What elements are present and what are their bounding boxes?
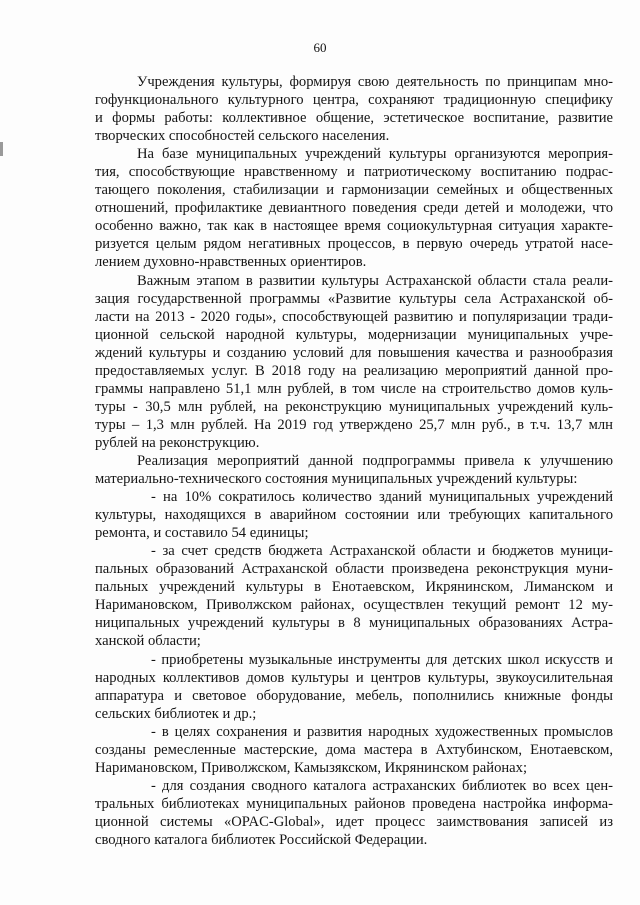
- text-line: ризуется целым рядом негативных процессов, в первую очередь утратой насе-: [95, 236, 613, 253]
- text-line: материально-технического состояния муниципальных учреждений культуры:: [95, 471, 578, 488]
- scan-margin-mark: [0, 142, 3, 156]
- text-line: Наримановском, Приволжском районах, осуществлен текущий ремонт 12 му-: [95, 597, 613, 614]
- text-line: зация государственной программы «Развитие культуры села Астраханской об-: [95, 290, 613, 307]
- text-line: гофункционального культурного центра, сохраняют традиционную специфику: [95, 92, 613, 109]
- page-number: 60: [313, 40, 327, 55]
- text-line: - приобретены музыкальные инструменты для детских школ искусств и: [151, 651, 613, 668]
- text-line: творческих способностей сельского населения.: [95, 128, 390, 145]
- text-line: ремонта, и составило 54 единицы;: [95, 525, 309, 542]
- text-line: ласти на 2013 - 2020 годы», способствующей развитию и популяризации тради-: [95, 308, 613, 325]
- text-line: аппаратура и световое оборудование, мебель, пополнились книжные фонды: [95, 687, 613, 704]
- text-line: ханской области;: [95, 633, 201, 650]
- text-line: - за счет средств бюджета Астраханской области и бюджетов муници-: [151, 543, 613, 560]
- text-line: тральных библиотеках муниципальных районов проведена настройка информа-: [95, 795, 613, 812]
- text-line: лением духовно-нравственных ориентиров.: [95, 254, 367, 271]
- text-line: рублей на реконструкцию.: [95, 434, 260, 451]
- text-line: народных коллективов домов культуры и центров культуры, звукоусилительная: [95, 669, 613, 686]
- text-line: Наримановском, Приволжском, Камызякском, Икрянинском районах;: [95, 759, 528, 776]
- text-line: ждений культуры и созданию условий для повышения качества и разнообразия: [95, 344, 613, 361]
- text-line: туры - 30,5 млн рублей, на реконструкцию муниципальных учреждений куль-: [95, 398, 613, 415]
- body-text: [95, 73, 613, 849]
- text-line: тия, способствующие нравственному и патриотическому воспитанию подрас-: [95, 164, 613, 181]
- text-line: пальных учреждений культуры в Енотаевском, Икрянинском, Лиманском и: [95, 579, 613, 596]
- text-line: Важным этапом в развитии культуры Астраханской области стала реали-: [137, 272, 613, 289]
- text-line: тающего поколения, стабилизации и гармонизации семейных и общественных: [95, 182, 613, 199]
- text-line: отношений, профилактике девиантного поведения среди детей и молодежи, что: [95, 200, 613, 217]
- text-line: особенно важно, так как в настоящее время социокультурная ситуация характе-: [95, 218, 613, 235]
- text-line: На базе муниципальных учреждений культуры организуются мероприя-: [137, 146, 613, 163]
- text-line: культуры, находящихся в аварийном состоянии или требующих капитального: [95, 507, 613, 524]
- text-line: Реализация мероприятий данной подпрограммы привела к улучшению: [137, 452, 613, 469]
- text-line: ниципальных учреждений культуры в 8 муниципальных образованиях Астра-: [95, 615, 613, 632]
- text-line: - на 10% сократилось количество зданий муниципальных учреждений: [151, 489, 613, 506]
- text-line: - для создания сводного каталога астраханских библиотек во всех цен-: [151, 777, 613, 794]
- text-line: и формы работы: коллективное общение, эстетическое воспитание, развитие: [95, 110, 613, 127]
- text-line: граммы направлено 51,1 млн рублей, в том числе на строительство домов куль-: [95, 380, 613, 397]
- text-line: - в целях сохранения и развития народных художественных промыслов: [151, 723, 613, 740]
- text-line: сводного каталога библиотек Российской Федерации.: [95, 831, 428, 848]
- text-line: созданы ремесленные мастерские, дома мастера в Ахтубинском, Енотаевском,: [95, 741, 613, 758]
- text-line: пальных образований Астраханской области произведена реконструкция муни-: [95, 561, 613, 578]
- text-line: Учреждения культуры, формируя свою деятельность по принципам мно-: [137, 74, 613, 90]
- text-line: ционной сельской народной культуры, модернизации муниципальных учре-: [95, 326, 613, 343]
- text-line: предоставляемых услуг. В 2018 году на реализацию мероприятий данной про-: [95, 362, 613, 379]
- text-line: сельских библиотек и др.;: [95, 705, 257, 722]
- text-line: туры – 1,3 млн рублей. На 2019 год утверждено 25,7 млн руб., в т.ч. 13,7 млн: [95, 416, 613, 433]
- text-line: ционной системы «OPAC-Global», идет процесс заимствования записей из: [95, 813, 613, 830]
